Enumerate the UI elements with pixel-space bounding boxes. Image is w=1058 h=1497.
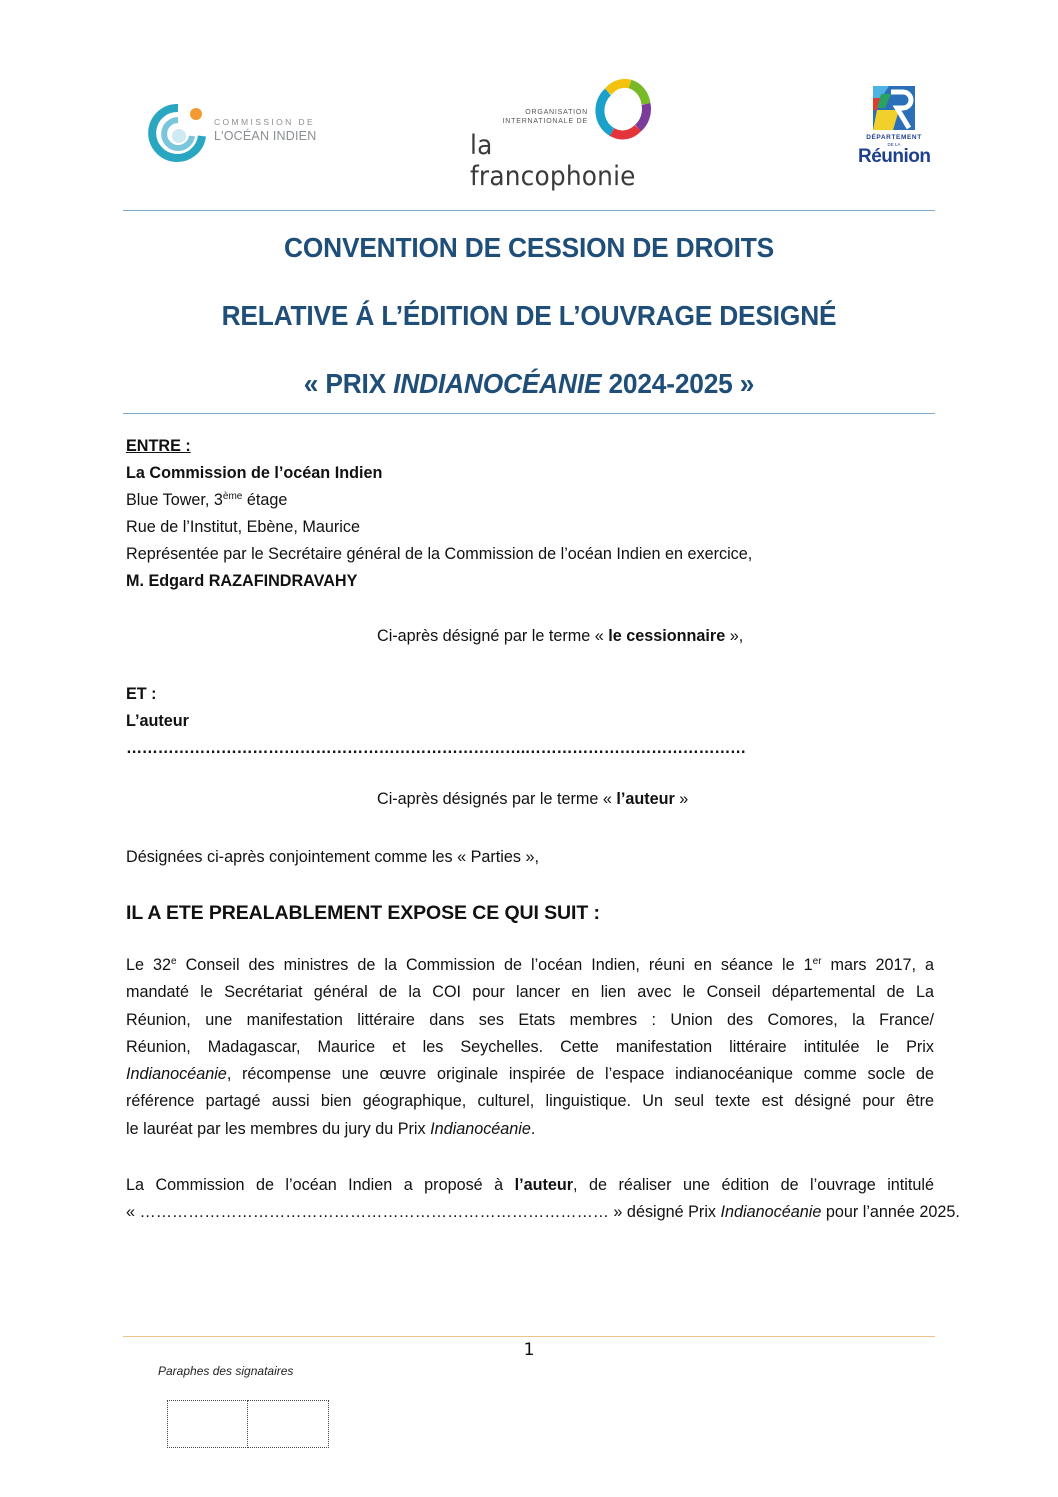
p1-line-6: référence partagé aussi bien géographique, culturel, linguistique. Un seul texte est désigné pour être (126, 1092, 934, 1111)
address-1-prefix: Blue Tower, 3 (126, 491, 223, 509)
p1-l1-c: mars 2017, a (821, 956, 934, 974)
p1-l1-a: Le 32 (126, 956, 172, 974)
designation-2-suffix: » (674, 790, 689, 808)
parties-jointly (126, 844, 539, 871)
coi-swirl-icon (148, 102, 210, 164)
p1-line-4: Réunion, Madagascar, Maurice et les Seychelles. Cette manifestation littéraire intitulée le Prix (126, 1037, 934, 1056)
preamble-heading: IL A ETE PREALABLEMENT EXPOSE CE QUI SUIT : (126, 902, 600, 924)
logo-francophonie (466, 78, 656, 192)
entre-label: ENTRE : (126, 437, 191, 455)
party-1-block (126, 433, 752, 595)
title-line-1: CONVENTION DE CESSION DE DROITS (284, 232, 774, 263)
party-1-address-line-1 (126, 487, 752, 514)
designation-cessionnaire (377, 627, 743, 646)
designation-2-term: l’auteur (616, 790, 675, 808)
preamble-paragraph-1 (126, 952, 934, 1143)
coi-logo-line2: L'OCÉAN INDIEN (214, 128, 317, 143)
designation-2-prefix: Ci-après désignés par le terme « (377, 790, 617, 808)
p1-l1-b: Conseil des ministres de la Commission de l’océan Indien, réuni en séance le 1 (176, 956, 813, 974)
parties-jointly-text: Désignées ci-après conjointement comme les « Parties », (126, 848, 539, 866)
reunion-logo-line2: DE LA (887, 142, 901, 147)
p1-l7-italic: Indianocéanie (430, 1119, 531, 1138)
party-1-address-line-2: Rue de l’Institut, Ebène, Maurice (126, 518, 360, 536)
designation-1-prefix: Ci-après désigné par le terme « (377, 627, 609, 645)
oif-logo-line2: INTERNATIONALE DE (502, 118, 588, 125)
paraphe-box-1[interactable] (167, 1400, 248, 1448)
p2-line-1 (126, 1172, 934, 1199)
oif-logo-wordmark: la francophonie (470, 130, 636, 192)
oif-logo-line1: ORGANISATION (525, 109, 588, 116)
title-line-3-prefix: « PRIX (303, 368, 394, 399)
logo-departement-reunion (858, 84, 930, 168)
p2-l1-bold: l’auteur (514, 1176, 574, 1194)
header-logos (0, 72, 1058, 192)
et-label: ET : (126, 685, 157, 703)
p2-l1-pre: La Commission de l’océan Indien a proposé à (126, 1176, 515, 1194)
party-1-represented-by: Représentée par le Secrétaire général de la Commission de l’océan Indien en exercice, (126, 545, 753, 563)
p1-l5-rest: , récompense une œuvre originale inspirée de l’espace indianocéanique comme socle de (226, 1065, 934, 1084)
p1-l1-sup1: e (171, 956, 177, 967)
preamble-paragraph-2 (126, 1172, 960, 1227)
p1-line-5 (126, 1061, 934, 1088)
designation-auteur (377, 790, 688, 809)
designation-1-term: le cessionnaire (608, 627, 726, 645)
p1-line-3: Réunion, une manifestation littéraire dans ses Etats membres : Union des Comores, la France/ (126, 1010, 934, 1029)
party-2-blank-field[interactable]: ………………………………………………………………….…………………………………… (126, 739, 746, 757)
p2-l2-pre[interactable]: « …………………………………………………………………………… » désigné Prix (126, 1203, 721, 1222)
p1-line-7 (126, 1116, 934, 1143)
title-line-3-suffix: 2024-2025 » (601, 368, 755, 399)
paraphe-boxes (167, 1400, 329, 1448)
p1-l7-pre: le lauréat par les membres du jury du Prix (126, 1119, 431, 1138)
reunion-logo-line1: DÉPARTEMENT (866, 134, 922, 141)
title-line-3-italic: INDIANOCÉANIE (393, 368, 602, 399)
title-bottom-rule (123, 413, 935, 414)
title-top-rule (123, 210, 935, 211)
p2-l1-post: , de réaliser une édition de l’ouvrage intitulé (573, 1176, 934, 1194)
p2-line-2 (126, 1199, 960, 1226)
p1-l5-italic: Indianocéanie (126, 1065, 227, 1084)
title-line-3 (147, 368, 910, 400)
party-2-name: L’auteur (126, 712, 189, 730)
p1-line-1 (126, 952, 934, 979)
coi-logo-line1: COMMISSION DE (214, 117, 316, 127)
p2-l2-italic: Indianocéanie (720, 1203, 822, 1222)
p1-l7-post: . (530, 1119, 536, 1138)
p1-l1-sup2: er (812, 956, 822, 967)
page-number: 1 (523, 1340, 535, 1360)
footer-rule (123, 1336, 935, 1337)
paraphe-box-2[interactable] (248, 1400, 329, 1448)
party-1-name: La Commission de l’océan Indien (126, 464, 383, 482)
party-2-block (126, 681, 746, 762)
title-line-2: RELATIVE Á L’ÉDITION DE L’OUVRAGE DESIGNÉ (221, 300, 837, 331)
address-1-superscript: ème (222, 491, 243, 502)
logo-commission-ocean-indien (148, 102, 338, 166)
paraphes-label: Paraphes des signataires (158, 1364, 294, 1378)
p1-line-2: mandaté le Secrétariat général de la COI pour lancer en lien avec le Conseil départemental de La (126, 983, 934, 1002)
reunion-r-icon (869, 84, 919, 132)
designation-1-suffix: », (725, 627, 744, 645)
p2-l2-post: pour l’année 2025. (821, 1203, 960, 1222)
party-1-representative: M. Edgard RAZAFINDRAVAHY (126, 572, 358, 590)
reunion-logo-line3: Réunion (858, 146, 931, 167)
address-1-suffix: étage (242, 491, 288, 509)
